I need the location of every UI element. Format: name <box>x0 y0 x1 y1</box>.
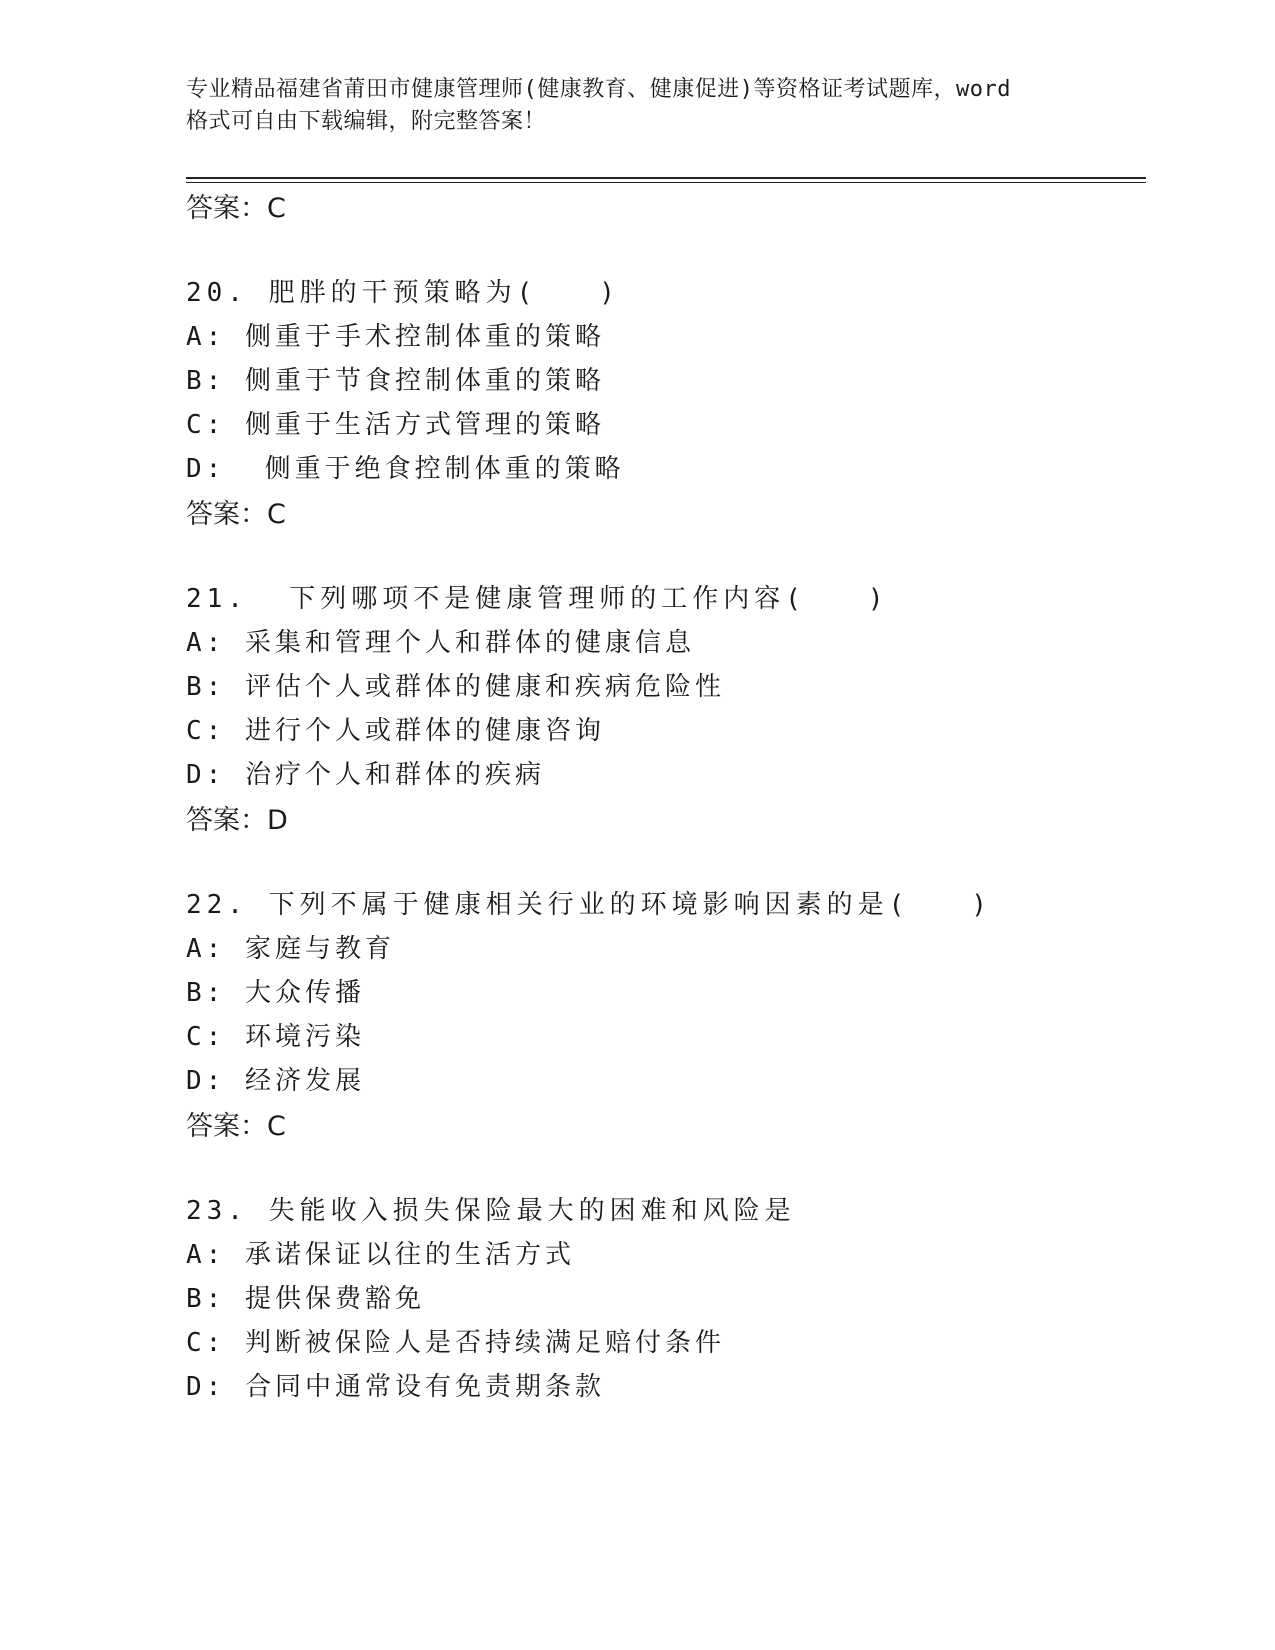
question-stem: 23. 失能收入损失保险最大的困难和风险是 <box>186 1196 796 1226</box>
document-header <box>186 74 1086 138</box>
header-line-1: 专业精品福建省莆田市健康管理师(健康教育、健康促进)等资格证考试题库，word <box>186 77 1011 102</box>
option-d: D: 合同中通常设有免责期条款 <box>186 1372 605 1402</box>
option-c: C: 环境污染 <box>186 1022 365 1052</box>
option-a: A: 采集和管理个人和群体的健康信息 <box>186 628 695 658</box>
option-a: A: 家庭与教育 <box>186 934 395 964</box>
option-b: B: 评估个人或群体的健康和疾病危险性 <box>186 672 725 702</box>
header-line-2: 格式可自由下载编辑，附完整答案！ <box>186 109 547 134</box>
option-b: B: 提供保费豁免 <box>186 1284 425 1314</box>
option-d: D: 治疗个人和群体的疾病 <box>186 760 545 790</box>
header-rule-thin <box>186 182 1146 183</box>
answer-label: 答案：D <box>186 805 288 836</box>
answer-label: 答案：C <box>186 193 286 224</box>
option-b: B: 侧重于节食控制体重的策略 <box>186 366 605 396</box>
option-b: B: 大众传播 <box>186 978 365 1008</box>
option-c: C: 进行个人或群体的健康咨询 <box>186 716 605 746</box>
option-a: A: 侧重于手术控制体重的策略 <box>186 322 605 352</box>
header-rule-thick <box>186 177 1146 179</box>
question-stem: 20. 肥胖的干预策略为( ) <box>186 278 620 308</box>
answer-label: 答案：C <box>186 499 286 530</box>
option-a: A: 承诺保证以往的生活方式 <box>186 1240 575 1270</box>
question-stem: 22. 下列不属于健康相关行业的环境影响因素的是( ) <box>186 890 992 920</box>
option-d: D: 侧重于绝食控制体重的策略 <box>186 454 625 484</box>
option-c: C: 判断被保险人是否持续满足赔付条件 <box>186 1328 725 1358</box>
answer-label: 答案：C <box>186 1111 286 1142</box>
question-stem: 21. 下列哪项不是健康管理师的工作内容( ) <box>186 584 889 614</box>
option-c: C: 侧重于生活方式管理的策略 <box>186 410 605 440</box>
option-d: D: 经济发展 <box>186 1066 365 1096</box>
